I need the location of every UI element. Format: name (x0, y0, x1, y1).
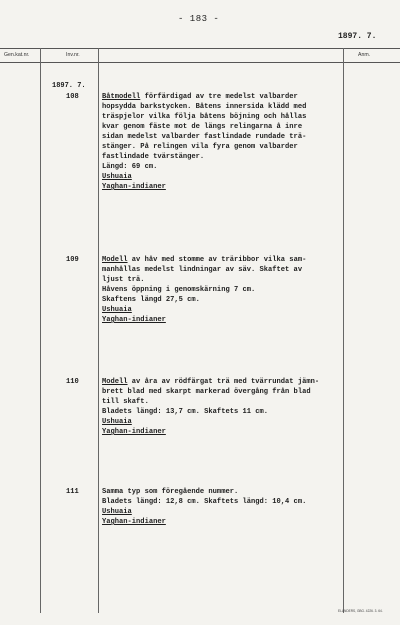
entry-line: förfärdigad av tre medelst valbarder (140, 93, 298, 101)
header-top-rule (0, 48, 400, 49)
entry-line: brett blad med skarpt markerad övergång från blad (102, 388, 311, 396)
entry-people: Yaghan-indianer (102, 183, 166, 191)
entry-line: av åra av rödfärgat trä med tvärrundat jämn- (127, 378, 320, 386)
entry-line: träspjelor vilka följa båtens böjning och hållas (102, 113, 307, 121)
entry-line: stänger. På relingen vila fyra genom valbarder (102, 143, 298, 151)
entry-lead-word: Modell (102, 378, 128, 386)
entry-line: kvar genom fäste mot de längs relingarna å inre (102, 123, 303, 131)
entry-line: hopsydda barkstycken. Båtens innersida klädd med (102, 103, 307, 111)
entry-text (102, 377, 342, 437)
entry-line: till skaft. (102, 398, 149, 406)
entry-lead-word: Båtmodell (102, 93, 141, 101)
entry-line: Längd: 69 cm. (102, 163, 158, 171)
column-divider-1 (40, 48, 41, 613)
entry-line: Skaftens längd 27,5 cm. (102, 296, 200, 304)
printer-mark: ELANDERS, GBG. 4226. 3. 64. (338, 609, 383, 613)
entry-line: fastlindade tvärstänger. (102, 153, 205, 161)
entry-line: Håvens öppning i genomskärning 7 cm. (102, 286, 256, 294)
entry-text (102, 255, 342, 325)
entry-line: manhållas medelst lindningar av säv. Skaftet av (102, 266, 303, 274)
page-number: - 183 - (178, 14, 220, 24)
entry-line: ljust trä. (102, 276, 145, 284)
column-divider-3 (343, 48, 344, 613)
section-date: 1897. 7. (52, 82, 86, 90)
column-header-inv: Inv.nr. (66, 52, 80, 58)
entry-place: Ushuaia (102, 508, 132, 516)
header-bottom-rule (0, 62, 400, 63)
entry-lead-word: Modell (102, 256, 128, 264)
entry-place: Ushuaia (102, 173, 132, 181)
entry-text (102, 487, 342, 527)
column-header-gen-kat: Gen.kat.nr. (4, 52, 30, 58)
entry-line: sidan medelst valbarder fastlindade rundade trä- (102, 133, 307, 141)
entry-inv-number: 108 (66, 93, 79, 101)
entry-people: Yaghan-indianer (102, 316, 166, 324)
entry-text (102, 92, 342, 192)
entry-place: Ushuaia (102, 418, 132, 426)
entry-line: Bladets längd: 13,7 cm. Skaftets 11 cm. (102, 408, 269, 416)
header-date: 1897. 7. (338, 32, 377, 41)
entry-line: av håv med stomme av träribbor vilka sam- (127, 256, 307, 264)
entry-people: Yaghan-indianer (102, 518, 166, 526)
entry-line: Bladets längd: 12,8 cm. Skaftets längd: 10,4 cm. (102, 498, 307, 506)
entry-people: Yaghan-indianer (102, 428, 166, 436)
entry-inv-number: 110 (66, 378, 79, 386)
entry-inv-number: 109 (66, 256, 79, 264)
column-divider-2 (98, 48, 99, 613)
column-header-anm: Anm. (358, 52, 371, 58)
entry-line: Samma typ som föregående nummer. (102, 488, 239, 496)
entry-place: Ushuaia (102, 306, 132, 314)
entry-inv-number: 111 (66, 488, 79, 496)
